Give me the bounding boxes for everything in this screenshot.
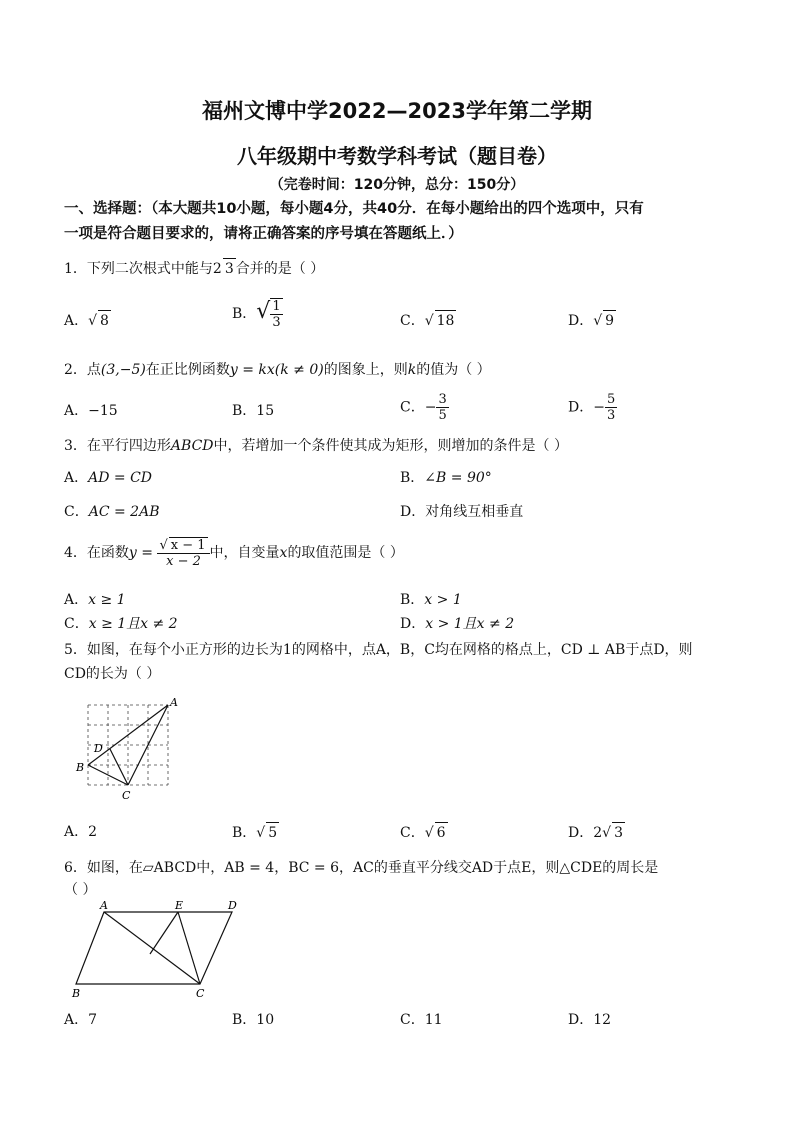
q5-option-d: D．2√ 3 (568, 822, 625, 843)
q2-option-d: D．− $\frac{5}{3}$ (568, 392, 616, 423)
section-heading-line1: 一、选择题：（本大题共10小题，每小题4分，共40分．在每小题给出的四个选项中，只有 (64, 201, 644, 217)
q5-grid-figure (70, 695, 190, 805)
q1-option-d: D．√ 9 (568, 310, 616, 331)
question-5-stem-line2: CD的长为（ ） (64, 666, 161, 682)
q5-label-d: D (94, 742, 103, 755)
q3-option-b: B．∠B = 90° (400, 470, 492, 486)
q6-label-e: E (175, 899, 184, 912)
q5-label-b: B (76, 761, 85, 774)
q1-stem-radical: 3 (223, 258, 236, 279)
q4-option-b: B．x > 1 (400, 592, 462, 608)
q3-option-c: C．AC = 2AB (64, 504, 160, 520)
question-6-stem-line2: （ ） (64, 882, 97, 898)
section-heading-line2: 一项是符合题目要求的，请将正确答案的序号填在答题纸上．） (64, 226, 463, 242)
q2-option-a: A．−15 (64, 403, 118, 419)
question-1-stem: 1．下列二次根式中能与2 3 合并的是（ ） (64, 258, 734, 279)
q5-option-c: C．√ 6 (400, 822, 448, 843)
question-6-stem-line1: 6．如图，在▱ABCD中，AB = 4，BC = 6，AC的垂直平分线交AD于点E，则△CDE的周长是 (64, 860, 659, 876)
q5-option-b: B．√ 5 (232, 822, 279, 843)
q4-option-a: A．x ≥ 1 (64, 592, 126, 608)
q6-option-b: B．10 (232, 1012, 275, 1028)
question-5-stem-line1: 5．如图，在每个小正方形的边长为1的网格中，点A，B，C均在网格的格点上，CD ⊥ AB于点D，则 (64, 642, 693, 658)
q6-option-c: C．11 (400, 1012, 443, 1028)
q6-segment-ec (178, 912, 200, 984)
q6-label-a: A (100, 899, 108, 912)
q5-segment-cd (110, 749, 128, 785)
q3-option-a: A．AD = CD (64, 470, 153, 486)
q2-option-c: C．− $\frac{3}{5}$ (400, 392, 447, 423)
q6-perpendicular-bisector (150, 912, 178, 954)
question-3-stem: 3．在平行四边形ABCD中，若增加一个条件使其成为矩形，则增加的条件是（ ） (64, 438, 568, 454)
q6-parallelogram-figure (68, 898, 243, 1003)
q6-label-c: C (196, 987, 205, 1000)
q6-label-d: D (228, 899, 237, 912)
q2-option-b: B．15 (232, 403, 275, 419)
time-info: （完卷时间：120分钟，总分：150分） (269, 177, 525, 193)
q5-label-a: A (170, 696, 178, 709)
q4-option-c: C．x ≥ 1且x ≠ 2 (64, 616, 178, 632)
q1-option-c: C．√ 18 (400, 310, 456, 331)
exam-title: 八年级期中考数学科考试（题目卷） (237, 144, 557, 168)
q6-label-b: B (72, 987, 81, 1000)
question-4-stem: 4．在函数y = $\frac{√ x - 1}{x - 2}$ 中，自变量x的取值范围是（ ） (64, 538, 404, 569)
q1-option-a: A．√ 8 (64, 310, 111, 331)
q3-option-d: D．对角线互相垂直 (400, 504, 524, 520)
q5-option-a: A．2 (64, 824, 98, 840)
question-2-stem: 2．点(3,−5)在正比例函数y = kx(k ≠ 0)的图象上，则k的值为（ ） (64, 362, 491, 378)
q6-option-d: D．12 (568, 1012, 612, 1028)
q6-option-a: A．7 (64, 1012, 98, 1028)
school-title: 福州文博中学2022—2023学年第二学期 (202, 99, 592, 123)
q5-label-c: C (122, 789, 131, 802)
q4-option-d: D．x > 1且x ≠ 2 (400, 616, 515, 632)
q6-diagonal-ac (104, 912, 200, 984)
q1-option-b: B．√ $\frac{1}{3}$ (232, 299, 281, 330)
